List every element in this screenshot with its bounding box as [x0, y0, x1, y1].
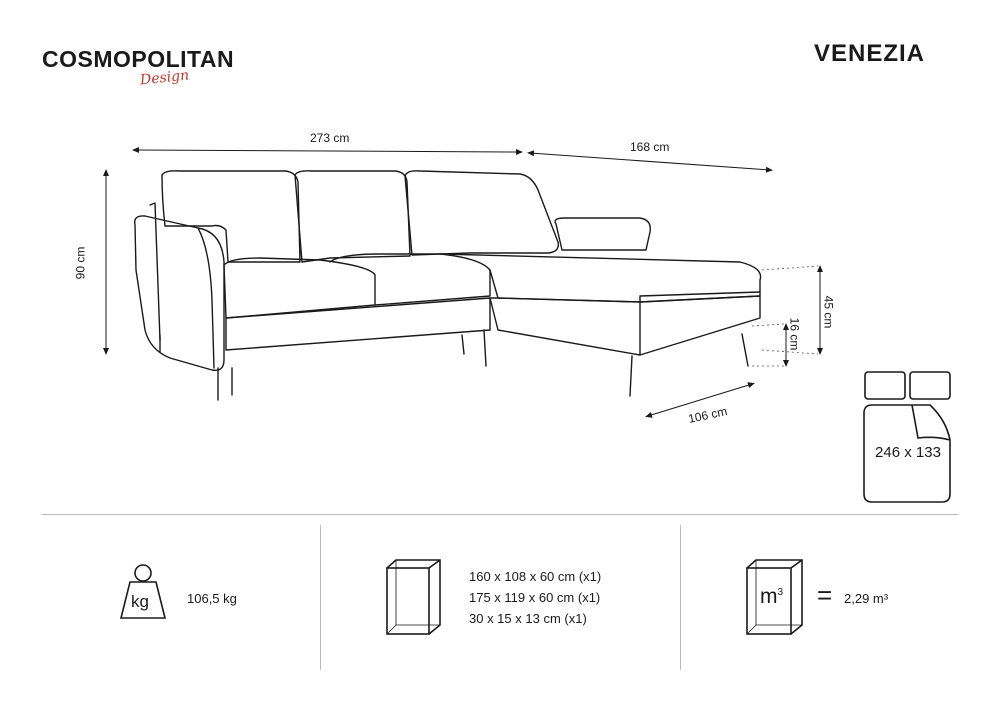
seat-cushion-2	[330, 254, 490, 305]
leg	[462, 335, 464, 354]
back-cushion-1	[162, 171, 300, 262]
brand-logo: COSMOPOLITAN	[42, 46, 235, 72]
package-box-icon	[387, 560, 440, 634]
volume-value: 2,29 m³	[844, 591, 889, 606]
brand-tagline: Design	[139, 67, 190, 89]
equals-sign: =	[817, 580, 833, 610]
left-armrest	[135, 216, 224, 370]
chaise-seat	[440, 254, 761, 302]
divider	[42, 514, 958, 515]
dim-height: 90 cm	[73, 246, 88, 280]
dim-seat-height: 45 cm	[821, 295, 836, 329]
dim-chaise-length: 168 cm	[630, 140, 670, 154]
bed-icon	[864, 372, 950, 502]
leg	[742, 334, 748, 366]
chaise-base	[490, 298, 640, 355]
dim-chaise-width: 106 cm	[686, 404, 729, 426]
bed-size-label: 246 x 133	[875, 444, 941, 461]
dim-leg-height: 16 cm	[787, 317, 802, 351]
leg	[630, 356, 632, 396]
package-item: 30 x 15 x 13 cm (x1)	[469, 611, 587, 626]
chaise-back-pillow	[555, 218, 650, 250]
back-cushion-3	[405, 171, 558, 255]
column-divider	[320, 525, 321, 670]
back-cushion-2	[295, 171, 410, 262]
column-divider	[680, 525, 681, 670]
weight-value: 106,5 kg	[187, 591, 237, 606]
leg	[484, 330, 486, 366]
package-item: 160 x 108 x 60 cm (x1)	[469, 569, 602, 584]
package-list	[469, 566, 601, 629]
weight-icon-label: kg	[131, 592, 149, 611]
package-item: 175 x 119 x 60 cm (x1)	[469, 590, 601, 605]
dim-width-total: 273 cm	[310, 131, 350, 145]
volume-icon-label: $m^3$	[760, 585, 784, 608]
product-title: VENEZIA	[813, 40, 925, 67]
